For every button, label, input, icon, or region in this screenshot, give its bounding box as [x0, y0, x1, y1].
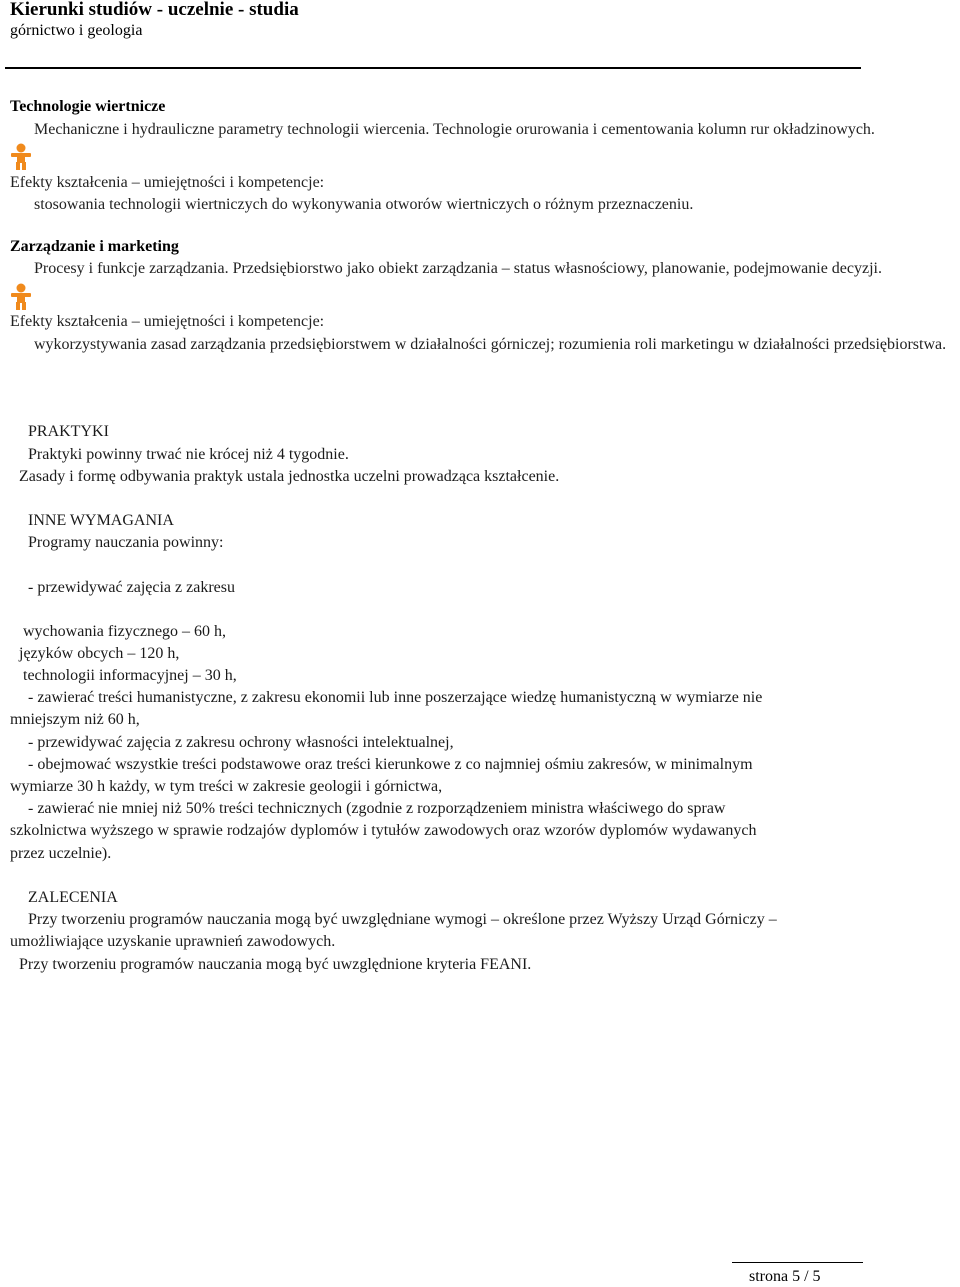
zalecenia-line: umożliwiające uzyskanie uprawnień zawodowych.	[10, 933, 336, 950]
inne-line: technologii informacyjnej – 30 h,	[23, 667, 237, 684]
outcomes-label: Efekty kształcenia – umiejętności i kompetencje:	[10, 313, 325, 330]
person-icon	[8, 143, 34, 171]
page-number: strona 5 / 5	[749, 1268, 821, 1285]
inne-line: - zawierać treści humanistyczne, z zakresu ekonomii lub inne poszerzające wiedzę humanistyczną w wymiarze nie	[28, 689, 763, 706]
inne-line: - obejmować wszystkie treści podstawowe oraz treści kierunkowe z co najmniej ośmiu zakresów, w minimalnym	[28, 756, 753, 773]
course-heading: Technologie wiertnicze	[10, 98, 166, 115]
inne-line: - przewidywać zajęcia z zakresu ochrony własności intelektualnej,	[28, 734, 454, 751]
inne-line: języków obcych – 120 h,	[19, 645, 180, 662]
footer-divider	[732, 1262, 863, 1263]
outcomes-text: stosowania technologii wiertniczych do wykonywania otworów wiertniczych o różnym przeznaczeniu.	[34, 196, 694, 213]
outcomes-label: Efekty kształcenia – umiejętności i kompetencje:	[10, 174, 325, 191]
inne-line: - przewidywać zajęcia z zakresu	[28, 579, 235, 596]
course-description: Mechaniczne i hydrauliczne parametry technologii wiercenia. Technologie orurowania i cementowania kolumn rur okładzinowych.	[34, 121, 875, 138]
praktyki-line: Zasady i formę odbywania praktyk ustala jednostka uczelni prowadząca kształcenie.	[19, 468, 560, 485]
page-subtitle: górnictwo i geologia	[10, 22, 143, 39]
inne-line: szkolnictwa wyższego w sprawie rodzajów dyplomów i tytułów zawodowych oraz wzorów dyplomów wydawanych	[10, 822, 757, 839]
praktyki-line: Praktyki powinny trwać nie krócej niż 4 tygodnie.	[28, 446, 349, 463]
person-icon	[8, 283, 34, 311]
inne-intro: Programy nauczania powinny:	[28, 534, 224, 551]
inne-line: - zawierać nie mniej niż 50% treści technicznych (zgodnie z rozporządzeniem ministra właściwego do spraw	[28, 800, 726, 817]
zalecenia-line: Przy tworzeniu programów nauczania mogą być uwzględniane wymogi – określone przez Wyższy Urząd Górniczy –	[28, 911, 777, 928]
course-description: Procesy i funkcje zarządzania. Przedsiębiorstwo jako obiekt zarządzania – status własnościowy, planowanie, podejmowanie decyzji.	[34, 260, 882, 277]
praktyki-heading: PRAKTYKI	[28, 423, 109, 440]
zalecenia-heading: ZALECENIA	[28, 889, 118, 906]
inne-line: mniejszym niż 60 h,	[10, 711, 140, 728]
inne-heading: INNE WYMAGANIA	[28, 512, 174, 529]
page-title: Kierunki studiów - uczelnie - studia	[10, 0, 299, 20]
inne-line: wymiarze 30 h każdy, w tym treści w zakresie geologii i górnictwa,	[10, 778, 443, 795]
outcomes-text: wykorzystywania zasad zarządzania przedsiębiorstwem w działalności górniczej; rozumienia roli marketingu w działalności przedsiębiorstwa.	[34, 336, 947, 353]
inne-line: przez uczelnie).	[10, 845, 112, 862]
inne-line: wychowania fizycznego – 60 h,	[23, 623, 227, 640]
header-divider	[5, 67, 861, 69]
zalecenia-line: Przy tworzeniu programów nauczania mogą być uwzględnione kryteria FEANI.	[19, 956, 532, 973]
course-heading: Zarządzanie i marketing	[10, 238, 179, 255]
